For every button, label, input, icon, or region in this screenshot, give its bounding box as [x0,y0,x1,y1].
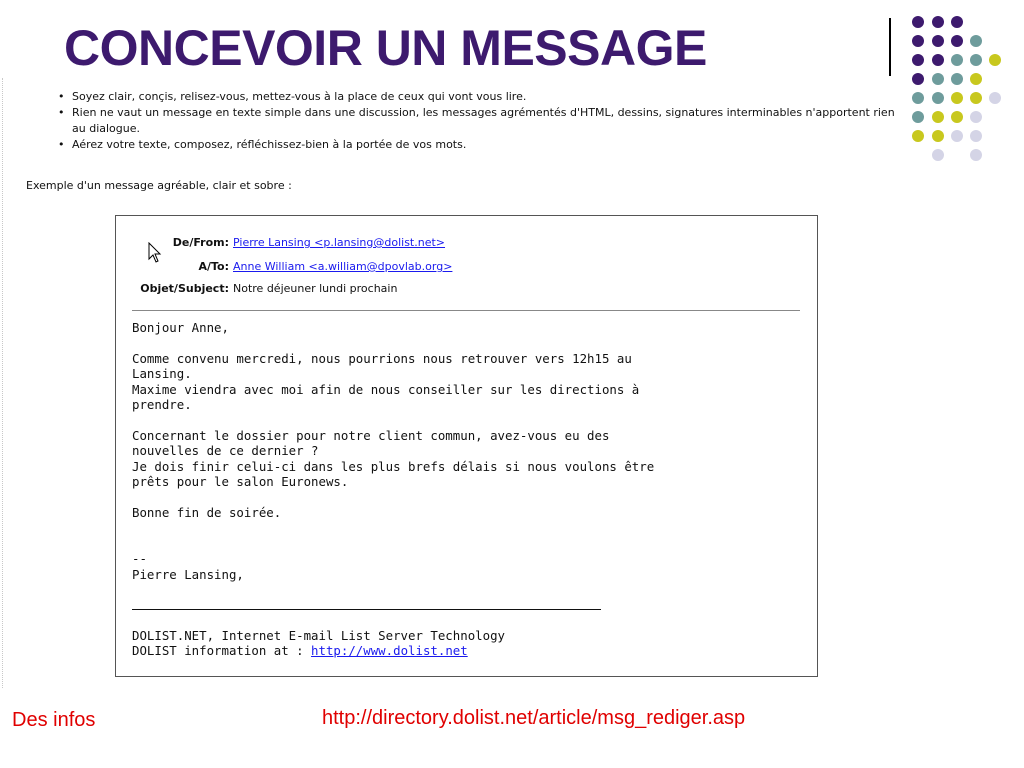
footer-website-link[interactable]: http://www.dolist.net [311,643,468,659]
bullet-icon: • [58,90,65,103]
to-address-link[interactable]: Anne William <a.william@dpovlab.org> [233,260,453,273]
dot-teal [970,35,982,47]
dot-lavender [970,149,982,161]
dot-teal [951,54,963,66]
guideline-text: Rien ne vaut un message en texte simple dans une discussion, les messages agrémentés d'HTML, dessins, signatures interminables n'apportent rien au dialogue. [72,106,895,135]
dot-yellow [970,73,982,85]
dot-lavender [989,92,1001,104]
email-footer [132,628,802,659]
dot-purple [912,54,924,66]
dot-teal [932,73,944,85]
footer-line2-prefix: DOLIST information at : [132,643,312,659]
dot-teal [912,92,924,104]
source-url-link[interactable]: http://directory.dolist.net/article/msg_rediger.asp [322,707,746,729]
dot-teal [951,73,963,85]
email-header-from [132,236,792,250]
dot-purple [932,35,944,47]
dot-purple [912,16,924,28]
subject-label: Objet/Subject: [140,282,229,295]
subject-value: Notre déjeuner lundi prochain [233,282,398,295]
from-address-link[interactable]: Pierre Lansing <p.lansing@dolist.net> [233,236,446,249]
title-divider-line [889,18,891,76]
dot-yellow [932,111,944,123]
dot-purple [912,73,924,85]
dot-yellow [932,130,944,142]
email-body: Bonjour Anne, Comme convenu mercredi, nous pourrions nous retrouver vers 12h15 au Lansing. Maxime viendra avec moi afin de nous conseiller sur les directions à prendre. Concernant le dossier pour notre client commun, avez-vous eu des nouvelles de ce dernier ? Je dois finir celui-ci dans les plus brefs délais si nous voulons être prêts pour le salon Euronews. Bonne fin de soirée. -- Pierre Lansing, [132,320,655,582]
footer-line1: DOLIST.NET, Internet E-mail List Server Technology [132,628,505,643]
left-dotted-border [2,78,4,688]
dot-yellow [989,54,1001,66]
email-header-subject [132,282,792,296]
dot-teal [912,111,924,123]
dot-purple [951,35,963,47]
from-label: De/From: [172,236,229,249]
dot-lavender [970,111,982,123]
dot-yellow [970,92,982,104]
mouse-pointer-icon [148,242,162,264]
dot-purple [951,16,963,28]
header-separator [132,310,800,311]
dot-lavender [951,130,963,142]
dot-teal [970,54,982,66]
guideline-text: Soyez clair, conçis, relisez-vous, mettez-vous à la place de ceux qui vont vous lire. [72,90,527,103]
dot-yellow [951,111,963,123]
guideline-text: Aérez votre texte, composez, réfléchissez-bien à la portée de vos mots. [72,138,467,151]
guideline-item [56,89,906,105]
email-header-to [132,260,792,274]
slide-title: CONCEVOIR UN MESSAGE [64,20,707,76]
dot-yellow [912,130,924,142]
dot-lavender [970,130,982,142]
bullet-icon: • [58,106,65,119]
guideline-item [56,137,906,153]
dot-yellow [951,92,963,104]
dot-lavender [932,149,944,161]
dot-purple [932,54,944,66]
example-label: Exemple d'un message agréable, clair et sobre : [26,179,292,192]
dot-purple [932,16,944,28]
bullet-icon: • [58,138,65,151]
to-label: A/To: [198,260,229,273]
dot-purple [912,35,924,47]
dot-teal [932,92,944,104]
guideline-item [56,105,906,137]
guideline-list [56,89,906,153]
des-infos-label[interactable]: Des infos [12,709,96,731]
signature-separator [132,609,601,610]
